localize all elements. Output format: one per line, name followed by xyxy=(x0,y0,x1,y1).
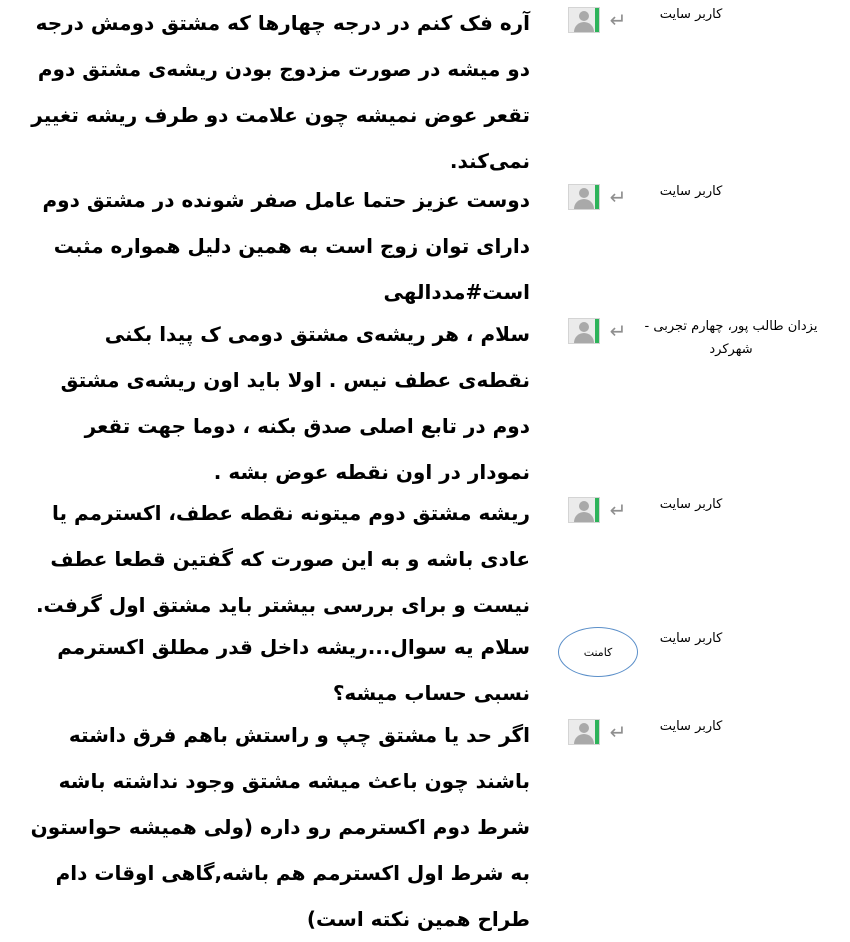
reply-arrow-icon[interactable]: ↵ xyxy=(609,720,627,744)
comment-text: آره فک کنم در درجه چهارها که مشتق دومش درجه دو میشه در صورت مزدوج بودن ریشه‌ی مشتق دوم تقعر عوض نمیشه چون علامت دو طرف ریشه تغییر نمی‌کند. xyxy=(31,11,530,173)
comment-author: کاربر سایت xyxy=(659,184,723,199)
comment-author: کاربر سایت xyxy=(659,719,723,734)
comment-author: کاربر سایت xyxy=(659,497,723,512)
user-avatar-icon xyxy=(568,719,600,745)
user-avatar-icon xyxy=(568,318,600,344)
comment-author: یزدان طالب پور، چهارم تجربی - شهرکرد xyxy=(644,319,818,357)
comment-text: سلام یه سوال...ریشه داخل قدر مطلق اکسترمم نسبی حساب میشه؟ xyxy=(57,635,530,705)
comment-text: اگر حد یا مشتق چپ و راستش باهم فرق داشته باشند چون باعث میشه مشتق وجود نداشته باشه شرط دوم اکسترمم رو داره (ولی همیشه حواستون به شرط اول اکسترمم هم باشه,گاهی اوقات دام طراح همین نکته است) xyxy=(30,723,530,931)
comment-actions xyxy=(566,318,632,348)
comment-text: سلام ، هر ریشه‌ی مشتق دومی ک پیدا بکنی نقطه‌ی عطف نیس . اولا باید اون ریشه‌ی مشتق دوم در تابع اصلی صدق بکنه ، دوما جهت تقعر نمودار در اون نقطه عوض بشه . xyxy=(60,322,530,484)
comment-actions xyxy=(566,184,632,214)
reply-arrow-icon[interactable]: ↵ xyxy=(609,8,627,32)
reply-arrow-icon[interactable]: ↵ xyxy=(609,498,627,522)
comment-text: دوست عزیز حتما عامل صفر شونده در مشتق دوم دارای توان زوج است به همین دلیل همواره مثبت است#مددالهی xyxy=(42,188,530,304)
comment-button[interactable]: کامنت xyxy=(558,627,638,677)
comment-text: ریشه مشتق دوم میتونه نقطه عطف، اکسترمم یا عادی باشه و به این صورت که گفتین قطعا عطف نیست و برای بررسی بیشتر باید مشتق اول گرفت. xyxy=(35,501,530,617)
comment-actions xyxy=(566,497,632,527)
user-avatar-icon xyxy=(568,497,600,523)
reply-arrow-icon[interactable]: ↵ xyxy=(609,185,627,209)
comment-author: کاربر سایت xyxy=(659,631,723,646)
comment-actions xyxy=(566,719,632,749)
comment-actions xyxy=(566,7,632,37)
user-avatar-icon xyxy=(568,7,600,33)
reply-arrow-icon[interactable]: ↵ xyxy=(609,319,627,343)
user-avatar-icon xyxy=(568,184,600,210)
comment-author: کاربر سایت xyxy=(659,7,723,22)
